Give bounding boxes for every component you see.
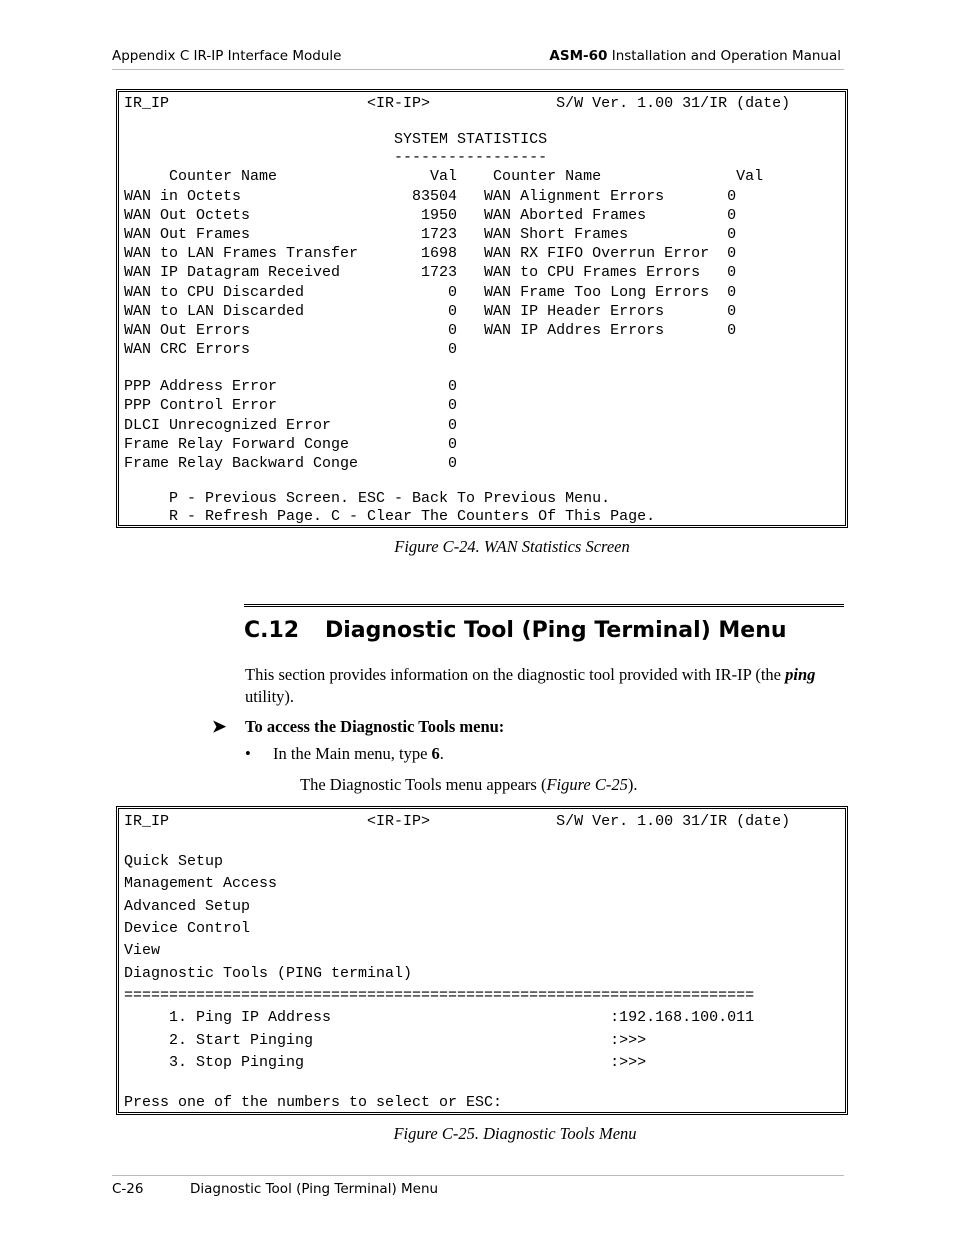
arrow-right-icon: ➤ (212, 717, 227, 736)
section-title: Diagnostic Tool (Ping Terminal) Menu (325, 618, 787, 643)
bullet-icon: • (245, 744, 251, 763)
step-text: In the Main menu, type (273, 744, 432, 763)
procedure-result (300, 775, 637, 795)
step-key: 6 (431, 744, 440, 763)
terminal-line: ----------------- (124, 149, 548, 166)
terminal-line: IR_IP <IR-IP> S/W Ver. 1.00 31/IR (date) (124, 813, 791, 830)
figure-caption-c25: Figure C-25. Diagnostic Tools Menu (393, 1124, 637, 1143)
terminal-line: IR_IP <IR-IP> S/W Ver. 1.00 31/IR (date) (124, 95, 791, 112)
menu-item-start-pinging[interactable]: 2. Start Pinging :>>> (124, 1032, 647, 1049)
result-text: The Diagnostic Tools menu appears ( (300, 775, 547, 794)
section-rule (244, 604, 844, 608)
terminal-line: WAN CRC Errors 0 (124, 341, 458, 358)
figure-caption-c24: Figure C-24. WAN Statistics Screen (394, 537, 630, 556)
terminal-line: WAN Out Frames 1723 WAN Short Frames 0 (124, 226, 737, 243)
menu-item-ping-ip-address[interactable]: 1. Ping IP Address :192.168.100.011 (124, 1009, 755, 1026)
terminal-line: R - Refresh Page. C - Clear The Counters Of This Page. (124, 508, 656, 525)
header-rule (112, 69, 844, 70)
terminal-line: Management Access (124, 875, 278, 892)
terminal-line: DLCI Unrecognized Error 0 (124, 417, 458, 434)
terminal-line: PPP Address Error 0 (124, 378, 458, 395)
terminal-line: PPP Control Error 0 (124, 397, 458, 414)
diagnostic-tools-screen (116, 806, 848, 1115)
terminal-line: WAN to LAN Frames Transfer 1698 WAN RX FIFO Overrun Error 0 (124, 245, 737, 262)
manual-product-name: ASM-60 (549, 48, 608, 64)
ping-utility-term: ping (785, 665, 816, 684)
wan-statistics-screen (116, 89, 848, 528)
terminal-line: WAN in Octets 83504 WAN Alignment Errors 0 (124, 188, 737, 205)
terminal-line: Diagnostic Tools (PING terminal) (124, 965, 413, 982)
terminal-separator: ====================================================================== (124, 987, 755, 1004)
terminal-line: Quick Setup (124, 853, 224, 870)
terminal-line: WAN IP Datagram Received 1723 WAN to CPU Frames Errors 0 (124, 264, 737, 281)
procedure-title: To access the Diagnostic Tools menu: (245, 717, 505, 736)
terminal-line: SYSTEM STATISTICS (124, 131, 548, 148)
running-header-left: Appendix C IR-IP Interface Module (112, 48, 342, 64)
manual-title: Installation and Operation Manual (607, 48, 841, 64)
procedure-step (245, 744, 444, 764)
terminal-line: P - Previous Screen. ESC - Back To Previous Menu. (124, 490, 611, 507)
page-number: C-26 (112, 1181, 144, 1197)
running-footer-title: Diagnostic Tool (Ping Terminal) Menu (190, 1181, 439, 1197)
terminal-line: Frame Relay Forward Conge 0 (124, 436, 458, 453)
procedure-heading (212, 717, 504, 737)
menu-item-stop-pinging[interactable]: 3. Stop Pinging :>>> (124, 1054, 647, 1071)
terminal-line: Frame Relay Backward Conge 0 (124, 455, 458, 472)
terminal-line: WAN Out Octets 1950 WAN Aborted Frames 0 (124, 207, 737, 224)
paragraph-text: This section provides information on the diagnostic tool provided with IR-IP (the (245, 665, 786, 684)
section-heading (244, 618, 787, 643)
step-text-end: . (439, 744, 444, 763)
terminal-line: WAN to LAN Discarded 0 WAN IP Header Errors 0 (124, 303, 737, 320)
result-text-end: ). (627, 775, 638, 794)
terminal-line: Advanced Setup (124, 898, 251, 915)
terminal-prompt: Press one of the numbers to select or ESC: (124, 1094, 503, 1111)
terminal-line: WAN Out Errors 0 WAN IP Addres Errors 0 (124, 322, 737, 339)
terminal-line: Device Control (124, 920, 251, 937)
footer-rule (112, 1175, 844, 1176)
section-intro-paragraph (245, 664, 835, 708)
figure-reference: Figure C-25 (546, 775, 628, 794)
terminal-line: View (124, 942, 161, 959)
running-header-right (549, 48, 841, 64)
terminal-line: Counter Name Val Counter Name Val (124, 168, 764, 185)
terminal-line: WAN to CPU Discarded 0 WAN Frame Too Long Errors 0 (124, 284, 737, 301)
section-number: C.12 (244, 618, 300, 643)
paragraph-text: utility). (245, 687, 295, 706)
